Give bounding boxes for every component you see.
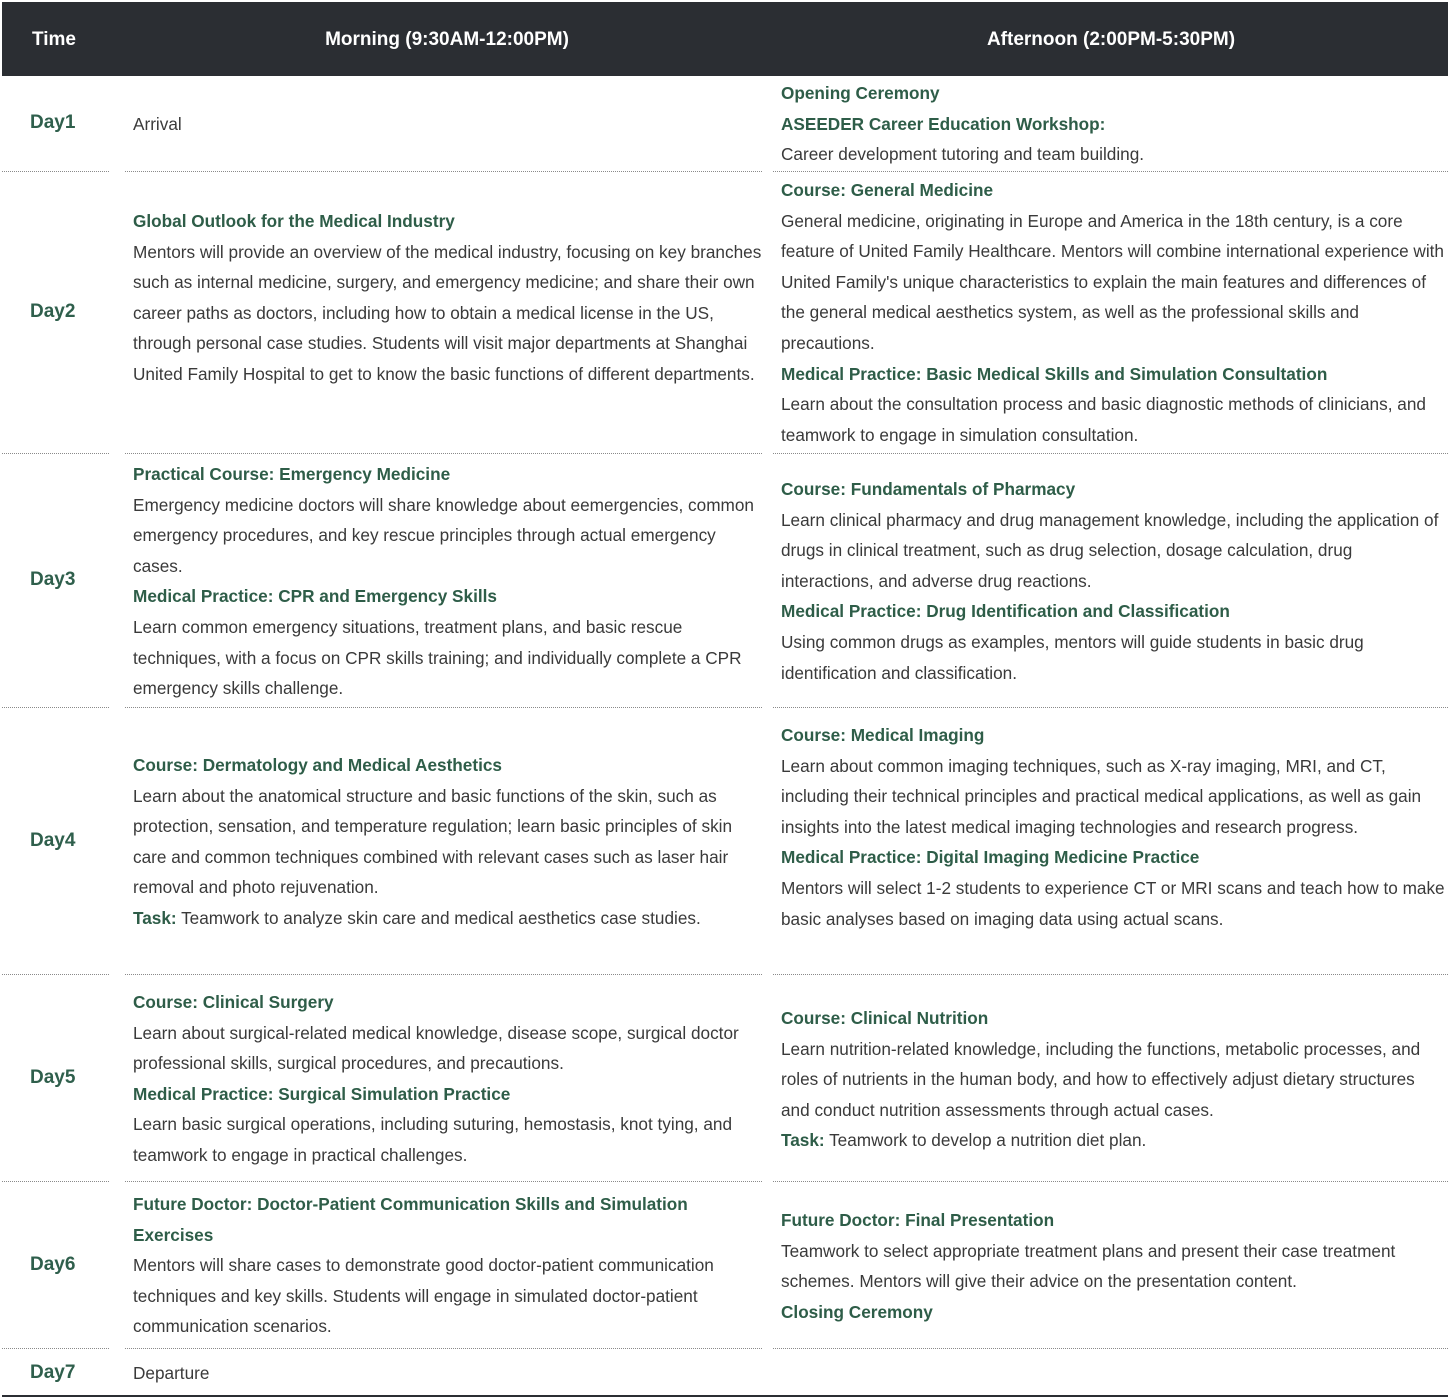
session-title: Global Outlook for the Medical Industry: [133, 211, 455, 231]
session-text: Mentors will provide an overview of the medical industry, focusing on key branches such as internal medicine, surgery, and emergency medicine; and share their own career paths as doctors, including how to obtain a medical license in the US, through personal case studies. Students will visit major departments at Shanghai United Family Hospital to get to know the basic functions of different departments.: [133, 241, 762, 384]
session-title: Course: General Medicine: [781, 180, 994, 200]
day-label: Day7: [30, 1362, 76, 1383]
task-text: Teamwork to analyze skin care and medical aesthetics case studies.: [176, 907, 701, 928]
day1-morning: [133, 109, 763, 140]
day6-morning: [133, 1189, 763, 1342]
session-title: Course: Clinical Surgery: [133, 992, 334, 1012]
session-text: Learn about surgical-related medical knowledge, disease scope, surgical doctor professional skills, surgical procedures, and precautions.: [133, 1022, 739, 1074]
day1-afternoon: [781, 78, 1446, 170]
day2-afternoon: [781, 175, 1446, 450]
day4-morning: [133, 750, 763, 934]
task-label: Task:: [133, 907, 177, 928]
session-text: Learn nutrition-related knowledge, including the functions, metabolic processes, and roles of nutrients in the human body, and how to effectively adjust dietary structures and conduct nutrition assessments through actual cases.: [781, 1038, 1421, 1120]
session-title: Practical Course: Emergency Medicine: [133, 464, 451, 484]
row-separator: [2, 1181, 109, 1182]
session-text: Learn about common imaging techniques, such as X-ray imaging, MRI, and CT, including their technical principles and practical medical applications, as well as gain insights into the latest medical imaging technologies and research progress.: [781, 755, 1422, 837]
session-text: Learn clinical pharmacy and drug management knowledge, including the application of drugs in clinical treatment, such as drug selection, dosage calculation, drug interactions, and adverse drug reactions.: [781, 509, 1439, 591]
session-title: Course: Clinical Nutrition: [781, 1008, 989, 1028]
day-label: Day1: [30, 112, 76, 133]
session-text: Learn about the consultation process and basic diagnostic methods of clinicians, and teamwork to engage in simulation consultation.: [781, 394, 1426, 445]
row-separator: [125, 171, 762, 172]
morning-text: Arrival: [133, 114, 182, 134]
session-title: Course: Dermatology and Medical Aesthetics: [133, 755, 502, 775]
day3-morning: [133, 459, 763, 704]
day-label: Day5: [30, 1067, 76, 1088]
task-text: Teamwork to develop a nutrition diet plan.: [824, 1130, 1147, 1151]
day4-afternoon: [781, 720, 1446, 934]
session-title: Future Doctor: Doctor-Patient Communication Skills and Simulation Exercises: [133, 1194, 688, 1245]
row-separator: [125, 453, 762, 454]
header-afternoon: Afternoon (2:00PM-5:30PM): [986, 29, 1236, 50]
day-label: Day4: [30, 830, 76, 851]
row-separator: [125, 1348, 762, 1349]
session-text: Learn about the anatomical structure and basic functions of the skin, such as protection, sensation, and temperature regulation; learn basic principles of skin care and common techniques combined with relevant cases such as laser hair removal and photo rejuvenation.: [133, 785, 733, 898]
session-title: Future Doctor: Final Presentation: [781, 1210, 1055, 1230]
row-separator: [773, 1181, 1448, 1182]
session-text: Mentors will select 1-2 students to experience CT or MRI scans and teach how to make basic analyses based on imaging data using actual scans.: [781, 877, 1445, 929]
day3-afternoon: [781, 474, 1446, 688]
session-title: Medical Practice: Digital Imaging Medicine Practice: [781, 847, 1200, 868]
session-text: General medicine, originating in Europe and America in the 18th century, is a core feature of United Family Healthcare. Mentors will combine international experience with United Family's unique characteristics to explain the main features and differences of the general medical aesthetics system, as well as the professional skills and precautions.: [781, 210, 1444, 353]
session-text: Career development tutoring and team building.: [781, 144, 1145, 165]
session-title: Opening Ceremony: [781, 83, 940, 103]
task-line: [133, 903, 763, 934]
row-separator: [125, 974, 762, 975]
day7-morning: [133, 1358, 763, 1389]
day2-morning: [133, 206, 763, 390]
header-morning: Morning (9:30AM-12:00PM): [325, 29, 569, 50]
row-separator: [773, 707, 1448, 708]
day5-morning: [133, 987, 763, 1171]
header-time: Time: [32, 29, 77, 50]
schedule-header: [2, 2, 1448, 76]
day-label: Day3: [30, 569, 76, 590]
session-text: Learn basic surgical operations, including suturing, hemostasis, knot tying, and teamwork to engage in practical challenges.: [133, 1114, 733, 1165]
session-text: Learn common emergency situations, treatment plans, and basic rescue techniques, with a focus on CPR skills training; and individually complete a CPR emergency skills challenge.: [133, 616, 742, 699]
session-title: ASEEDER Career Education Workshop:: [781, 113, 1106, 134]
row-separator: [2, 974, 109, 975]
session-title: Medical Practice: Basic Medical Skills and Simulation Consultation: [781, 363, 1328, 384]
day-label: Day2: [30, 301, 76, 322]
session-title: Course: Medical Imaging: [781, 725, 985, 745]
task-line: [781, 1125, 1446, 1156]
row-separator: [773, 1348, 1448, 1349]
session-text: Teamwork to select appropriate treatment plans and present their case treatment schemes. Mentors will give their advice on the presentation content.: [781, 1240, 1396, 1292]
row-separator: [2, 453, 109, 454]
row-separator: [773, 974, 1448, 975]
session-title: Medical Practice: Surgical Simulation Practice: [133, 1083, 511, 1104]
row-separator: [2, 171, 109, 172]
session-title: Course: Fundamentals of Pharmacy: [781, 479, 1076, 499]
day6-afternoon: [781, 1205, 1446, 1327]
session-text: Mentors will share cases to demonstrate good doctor-patient communication techniques and key skills. Students will engage in simulated doctor-patient communication scenarios.: [133, 1255, 714, 1337]
row-separator: [125, 1181, 762, 1182]
session-text: Emergency medicine doctors will share knowledge about eemergencies, common emergency procedures, and key rescue principles through actual emergency cases.: [133, 494, 754, 576]
row-separator: [2, 707, 109, 708]
table-bottom-border: [2, 1395, 1448, 1397]
row-separator: [125, 707, 762, 708]
session-text: Using common drugs as examples, mentors will guide students in basic drug identification and classification.: [781, 631, 1364, 683]
row-separator: [773, 453, 1448, 454]
session-title: Closing Ceremony: [781, 1301, 933, 1322]
task-label: Task:: [781, 1130, 825, 1151]
day-label: Day6: [30, 1254, 76, 1275]
day5-afternoon: [781, 1003, 1446, 1156]
row-separator: [773, 171, 1448, 172]
morning-text: Departure: [133, 1363, 210, 1383]
session-title: Medical Practice: CPR and Emergency Skills: [133, 586, 497, 607]
row-separator: [2, 1348, 109, 1349]
session-title: Medical Practice: Drug Identification and Classification: [781, 601, 1230, 622]
